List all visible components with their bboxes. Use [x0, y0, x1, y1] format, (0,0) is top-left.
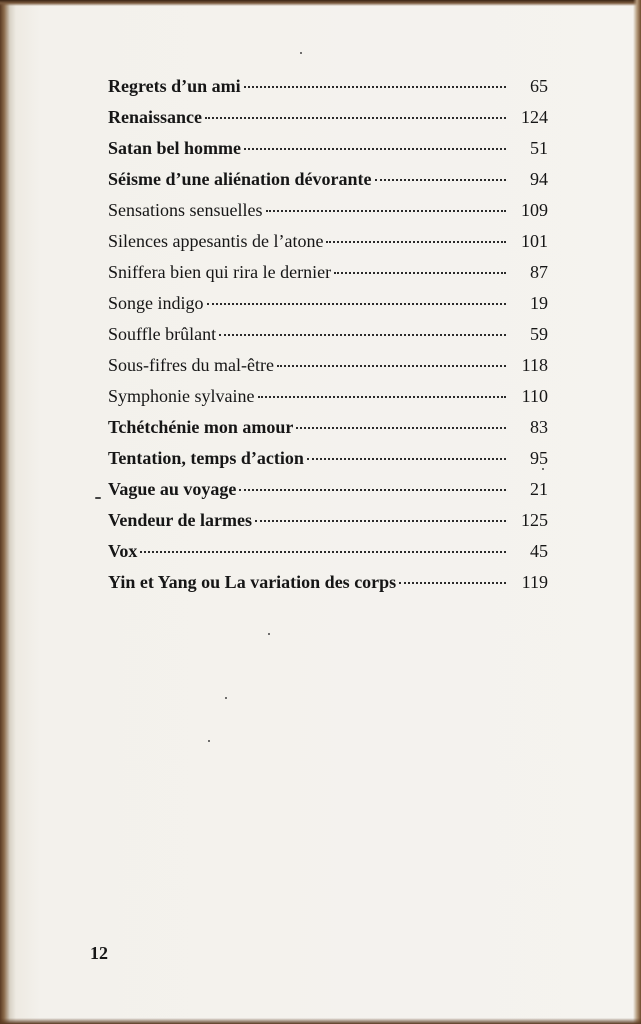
- toc-entry-page: 45: [530, 541, 548, 561]
- toc-entry-page: 125: [521, 510, 548, 530]
- toc-entry-page: 87: [530, 262, 548, 282]
- toc-entry-page: 94: [530, 169, 548, 189]
- toc-entry-page: 83: [530, 417, 548, 437]
- toc-entry-page: 109: [521, 200, 548, 220]
- toc-entry-title: Sous-fifres du mal-être: [108, 355, 274, 375]
- toc-entry-title: Vox: [108, 541, 138, 561]
- toc-dot-leader: [326, 241, 506, 243]
- toc-entry-title: Vendeur de larmes: [108, 510, 252, 530]
- toc-entry-title: Vague au voyage: [108, 479, 237, 499]
- toc-entry: [108, 572, 548, 603]
- toc-dot-leader: [375, 179, 507, 181]
- print-speck: [208, 740, 210, 742]
- toc-entry: [108, 448, 548, 479]
- toc-entry-page: 65: [530, 76, 548, 96]
- toc-entry-title: Sniffera bien qui rira le dernier: [108, 262, 332, 282]
- toc-entry-page: 19: [530, 293, 548, 313]
- toc-entry: [108, 417, 548, 448]
- print-speck: [225, 697, 227, 699]
- toc-entry: [108, 262, 548, 293]
- toc-entry: [108, 169, 548, 200]
- toc-dot-leader: [258, 396, 507, 398]
- toc-dot-leader: [219, 334, 506, 336]
- toc-entry-title: Sensations sensuelles: [108, 200, 263, 220]
- toc-entry: [108, 200, 548, 231]
- page-number: 12: [90, 943, 108, 963]
- table-of-contents: [108, 76, 548, 603]
- toc-entry-title: Tchétchénie mon amour: [108, 417, 294, 437]
- toc-dot-leader: [140, 551, 506, 553]
- toc-dot-leader: [334, 272, 506, 274]
- toc-entry: [108, 138, 548, 169]
- print-speck: [268, 633, 270, 635]
- toc-dot-leader: [244, 148, 506, 150]
- toc-entry: [108, 355, 548, 386]
- toc-entry-page: 119: [521, 572, 548, 592]
- toc-entry: [108, 324, 548, 355]
- toc-entry: [108, 541, 548, 572]
- toc-dot-leader: [399, 582, 506, 584]
- toc-entry-page: 59: [530, 324, 548, 344]
- toc-entry: [108, 107, 548, 138]
- page-edge-top: [0, 0, 641, 6]
- toc-entry-page: 51: [530, 138, 548, 158]
- toc-entry-title: Renaissance: [108, 107, 202, 127]
- page-edge-bottom: [0, 1018, 641, 1024]
- toc-dot-leader: [307, 458, 506, 460]
- toc-dot-leader: [266, 210, 507, 212]
- toc-entry: [108, 293, 548, 324]
- toc-entry-title: Séisme d’une aliénation dévorante: [108, 169, 372, 189]
- toc-dot-leader: [277, 365, 506, 367]
- toc-dot-leader: [296, 427, 506, 429]
- print-speck: [95, 497, 101, 499]
- print-speck: [300, 52, 302, 54]
- toc-entry-page: 95: [530, 448, 548, 468]
- toc-entry-title: Symphonie sylvaine: [108, 386, 255, 406]
- toc-entry: [108, 479, 548, 510]
- toc-entry-title: Satan bel homme: [108, 138, 242, 158]
- toc-entry-title: Yin et Yang ou La variation des corps: [108, 572, 397, 592]
- toc-dot-leader: [239, 489, 506, 491]
- toc-entry-page: 101: [521, 231, 548, 251]
- toc-entry-page: 118: [521, 355, 548, 375]
- page-edge-right: [633, 0, 641, 1024]
- toc-entry-title: Souffle brûlant: [108, 324, 217, 344]
- toc-entry-page: 124: [521, 107, 548, 127]
- toc-entry-page: 110: [521, 386, 548, 406]
- toc-entry-title: Songe indigo: [108, 293, 204, 313]
- toc-entry: [108, 76, 548, 107]
- toc-dot-leader: [205, 117, 506, 119]
- toc-entry-title: Silences appesantis de l’atone: [108, 231, 324, 251]
- toc-dot-leader: [255, 520, 506, 522]
- toc-dot-leader: [244, 86, 506, 88]
- toc-entry-title: Regrets d’un ami: [108, 76, 241, 96]
- toc-entry: [108, 510, 548, 541]
- toc-dot-leader: [207, 303, 506, 305]
- print-speck: [542, 468, 544, 470]
- toc-entry-page: 21: [530, 479, 548, 499]
- toc-entry: [108, 231, 548, 262]
- toc-entry-title: Tentation, temps d’action: [108, 448, 304, 468]
- toc-entry: [108, 386, 548, 417]
